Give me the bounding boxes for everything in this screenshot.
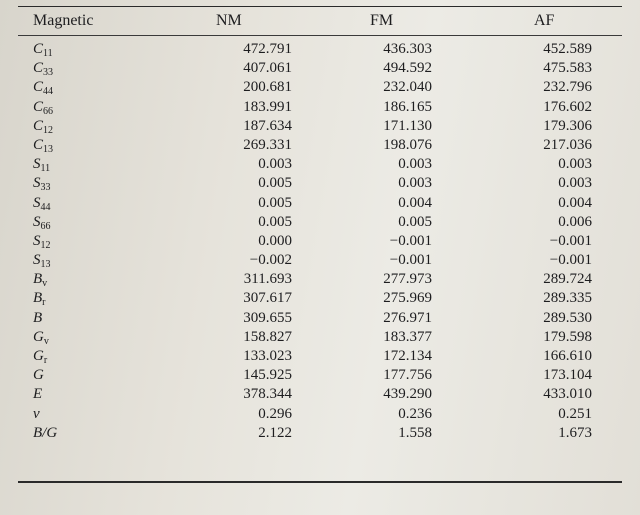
fm-value: −0.001 xyxy=(389,252,432,269)
row-symbol: B xyxy=(33,290,43,307)
header-magnetic: Magnetic xyxy=(33,12,94,29)
row-symbol: v xyxy=(33,405,40,422)
af-value: 176.602 xyxy=(543,98,592,115)
table-row xyxy=(0,40,640,59)
af-value: 452.589 xyxy=(543,41,592,57)
row-symbol: G xyxy=(33,367,44,384)
table-bottom-rule xyxy=(18,481,622,483)
nm-value: 0.005 xyxy=(258,213,292,230)
nm-value: 200.681 xyxy=(243,79,292,96)
nm-value: 269.331 xyxy=(243,136,292,153)
af-value: 232.796 xyxy=(543,79,592,96)
nm-value: 0.005 xyxy=(258,175,292,192)
row-symbol: C xyxy=(33,117,44,134)
fm-value: 0.236 xyxy=(398,405,432,422)
nm-value: 158.827 xyxy=(243,328,292,345)
nm-value: 311.693 xyxy=(243,271,292,288)
table-row xyxy=(0,155,640,174)
nm-value: 133.023 xyxy=(243,348,292,364)
header-fm: FM xyxy=(370,12,394,29)
row-subscript: r xyxy=(43,355,48,366)
nm-value: 0.000 xyxy=(258,232,292,249)
af-value: 289.724 xyxy=(543,271,592,288)
af-value: 217.036 xyxy=(543,136,592,153)
row-subscript: 33 xyxy=(40,182,51,194)
table-body xyxy=(0,40,640,443)
row-symbol: G xyxy=(33,348,44,364)
af-value: 289.335 xyxy=(543,290,592,307)
row-subscript: 12 xyxy=(43,124,54,136)
header-nm: NM xyxy=(216,12,242,29)
af-value: 179.306 xyxy=(543,117,592,134)
row-symbol: S xyxy=(33,252,41,269)
nm-value: 187.634 xyxy=(243,117,292,134)
row-symbol: S xyxy=(33,194,41,211)
row-subscript: 11 xyxy=(40,163,51,175)
fm-value: 171.130 xyxy=(383,117,432,134)
row-subscript: 66 xyxy=(43,105,54,117)
af-value: 433.010 xyxy=(543,386,592,403)
row-symbol: G xyxy=(33,328,44,345)
table-row xyxy=(0,405,640,424)
table-top-rule xyxy=(18,6,622,7)
fm-value: 0.005 xyxy=(398,213,432,230)
table-header-rule xyxy=(18,35,622,36)
row-symbol: B/G xyxy=(33,424,58,441)
row-subscript: 66 xyxy=(40,220,51,232)
table-row xyxy=(0,385,640,404)
row-subscript: v xyxy=(42,278,48,290)
row-symbol: S xyxy=(33,175,41,192)
row-subscript: 13 xyxy=(40,259,51,271)
table-row xyxy=(0,289,640,308)
table-row xyxy=(0,78,640,97)
row-symbol: E xyxy=(33,386,43,403)
table-row xyxy=(0,347,640,366)
af-value: 0.003 xyxy=(558,175,592,192)
af-value: 0.003 xyxy=(558,156,592,173)
nm-value: 307.617 xyxy=(243,290,292,307)
fm-value: 439.290 xyxy=(383,386,432,403)
table-row xyxy=(0,270,640,289)
fm-value: 198.076 xyxy=(383,136,432,153)
table-row xyxy=(0,117,640,136)
row-subscript: 13 xyxy=(43,143,54,155)
row-symbol: C xyxy=(33,98,44,115)
table-row xyxy=(0,251,640,270)
fm-value: 177.756 xyxy=(383,367,432,384)
row-symbol: B xyxy=(33,309,43,326)
nm-value: 0.003 xyxy=(258,156,292,173)
fm-value: 494.592 xyxy=(383,60,432,77)
table-row xyxy=(0,424,640,443)
af-value: 289.530 xyxy=(543,309,592,326)
fm-value: 436.303 xyxy=(383,41,432,57)
af-value: −0.001 xyxy=(549,252,592,269)
fm-value: 276.971 xyxy=(383,309,432,326)
nm-value: 183.991 xyxy=(243,98,292,115)
fm-value: 0.003 xyxy=(398,156,432,173)
row-subscript: 11 xyxy=(43,48,53,59)
af-value: 0.004 xyxy=(558,194,592,211)
nm-value: 2.122 xyxy=(258,424,292,441)
row-symbol: C xyxy=(33,41,44,57)
af-value: 173.104 xyxy=(543,367,592,384)
nm-value: 0.005 xyxy=(258,194,292,211)
fm-value: 186.165 xyxy=(383,98,432,115)
row-symbol: S xyxy=(33,213,41,230)
fm-value: 232.040 xyxy=(383,79,432,96)
nm-value: 472.791 xyxy=(243,41,292,57)
row-subscript: 44 xyxy=(43,86,54,98)
row-subscript: r xyxy=(42,297,46,309)
row-subscript: 33 xyxy=(43,67,54,79)
af-value: 1.673 xyxy=(558,424,592,441)
table-row xyxy=(0,232,640,251)
row-symbol: C xyxy=(33,136,44,153)
table-row xyxy=(0,328,640,347)
table-row xyxy=(0,366,640,385)
af-value: 475.583 xyxy=(543,60,592,77)
table-row xyxy=(0,59,640,78)
table-row xyxy=(0,213,640,232)
fm-value: −0.001 xyxy=(389,232,432,249)
af-value: 0.006 xyxy=(558,213,592,230)
table-row xyxy=(0,174,640,193)
row-symbol: B xyxy=(33,271,43,288)
table-row xyxy=(0,98,640,117)
row-label xyxy=(33,424,57,447)
nm-value: 145.925 xyxy=(243,367,292,384)
af-value: −0.001 xyxy=(549,232,592,249)
header-af: AF xyxy=(534,12,555,29)
row-symbol: C xyxy=(33,79,44,96)
fm-value: 172.134 xyxy=(383,348,432,364)
table-row xyxy=(0,136,640,155)
nm-value: 0.296 xyxy=(258,405,292,422)
nm-value: −0.002 xyxy=(249,252,292,269)
af-value: 179.598 xyxy=(543,328,592,345)
row-symbol: S xyxy=(33,232,41,249)
table-row xyxy=(0,309,640,328)
fm-value: 1.558 xyxy=(398,424,432,441)
nm-value: 407.061 xyxy=(243,60,292,77)
af-value: 166.610 xyxy=(543,348,592,364)
af-value: 0.251 xyxy=(558,405,592,422)
row-symbol: S xyxy=(33,156,41,173)
fm-value: 277.973 xyxy=(383,271,432,288)
table-row xyxy=(0,194,640,213)
fm-value: 275.969 xyxy=(383,290,432,307)
row-subscript: v xyxy=(43,335,49,347)
row-symbol: C xyxy=(33,60,44,77)
nm-value: 378.344 xyxy=(243,386,292,403)
fm-value: 0.004 xyxy=(398,194,432,211)
nm-value: 309.655 xyxy=(243,309,292,326)
fm-value: 183.377 xyxy=(383,328,432,345)
fm-value: 0.003 xyxy=(398,175,432,192)
row-subscript: 12 xyxy=(40,239,51,251)
row-subscript: 44 xyxy=(40,201,51,213)
